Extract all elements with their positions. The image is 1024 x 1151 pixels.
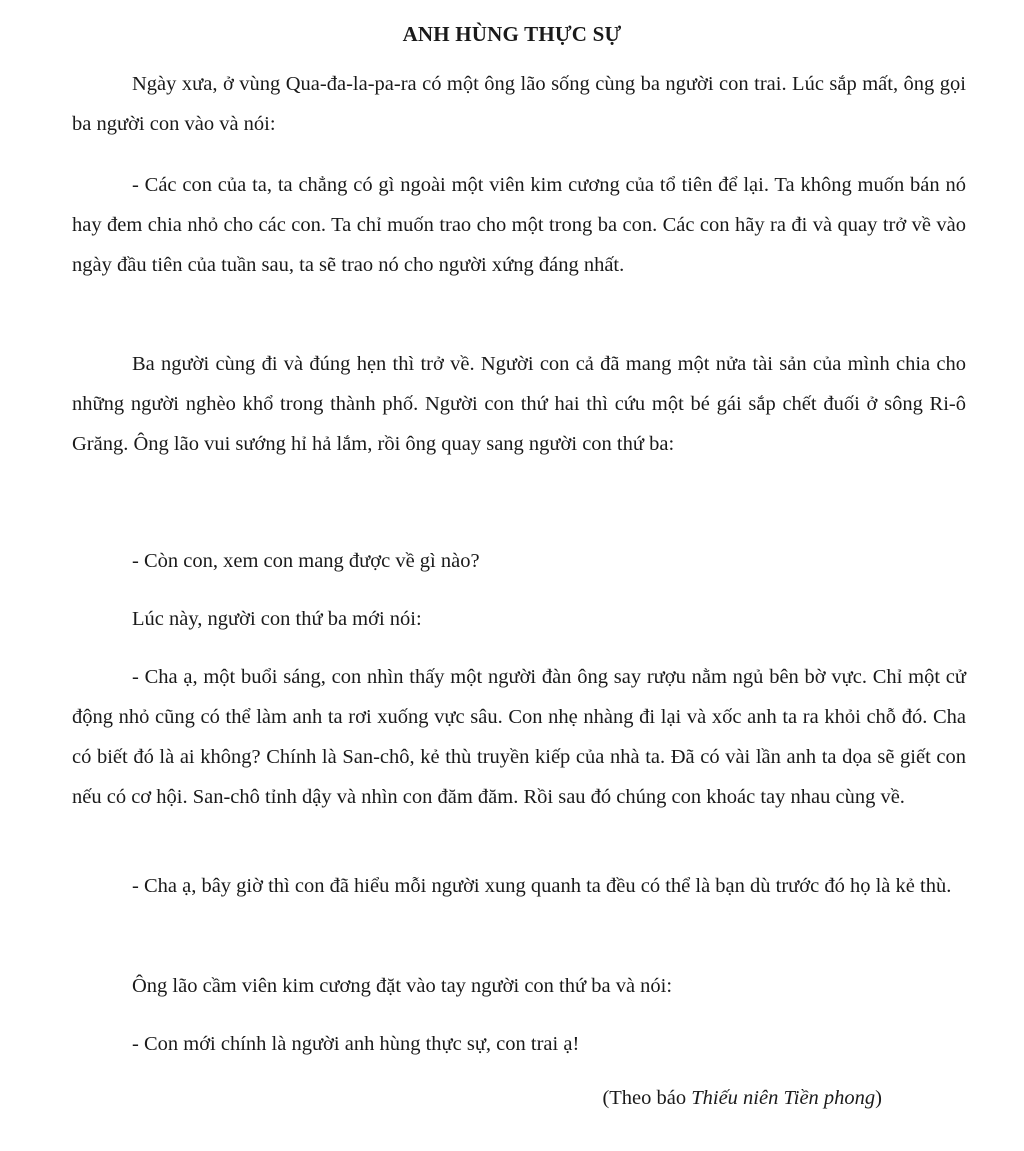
paragraph-3: Ba người cùng đi và đúng hẹn thì trở về. Người con cả đã mang một nửa tài sản của mình chia cho những người nghèo khổ trong thành phố. Người con thứ hai thì cứu một bé gái sắp chết đuối ở sông Ri-ô Grăng. Ông lão vui sướng hỉ hả lắm, rồi ông quay sang người con thứ ba: [72,353,966,455]
source-suffix: ) [875,1087,882,1109]
paragraph-9: - Con mới chính là người anh hùng thực sự, con trai ạ! [132,1033,580,1055]
paragraph-5: Lúc này, người con thứ ba mới nói: [132,608,422,630]
paragraph-7: - Cha ạ, bây giờ thì con đã hiểu mỗi người xung quanh ta đều có thể là bạn dù trước đó họ là kẻ thù. [132,875,952,897]
paragraph-8: Ông lão cầm viên kim cương đặt vào tay người con thứ ba và nói: [132,975,673,997]
story-title: ANH HÙNG THỰC SỰ [402,22,622,46]
paragraph-4: - Còn con, xem con mang được về gì nào? [132,550,480,572]
source-citation [602,1078,882,1118]
source-prefix: (Theo báo [602,1087,692,1109]
source-newspaper-title: Thiếu niên Tiền phong [691,1087,876,1109]
paragraph-6: - Cha ạ, một buổi sáng, con nhìn thấy một người đàn ông say rượu nằm ngủ bên bờ vực. Chỉ một cử động nhỏ cũng có thể làm anh ta rơi xuống vực sâu. Con nhẹ nhàng đi lại và xốc anh ta ra khỏi chỗ đó. Cha có biết đó là ai không? Chính là San-chô, kẻ thù truyền kiếp của nhà ta. Đã có vài lần anh ta dọa sẽ giết con nếu có cơ hội. San-chô tỉnh dậy và nhìn con đăm đăm. Rồi sau đó chúng con khoác tay nhau cùng về. [72,666,966,808]
paragraph-1: Ngày xưa, ở vùng Qua-đa-la-pa-ra có một ông lão sống cùng ba người con trai. Lúc sắp mất, ông gọi ba người con vào và nói: [72,73,966,135]
paragraph-2: - Các con của ta, ta chẳng có gì ngoài một viên kim cương của tổ tiên để lại. Ta không muốn bán nó hay đem chia nhỏ cho các con. Ta chỉ muốn trao cho một trong ba con. Các con hãy ra đi và quay trở về vào ngày đầu tiên của tuần sau, ta sẽ trao nó cho người xứng đáng nhất. [72,174,966,276]
